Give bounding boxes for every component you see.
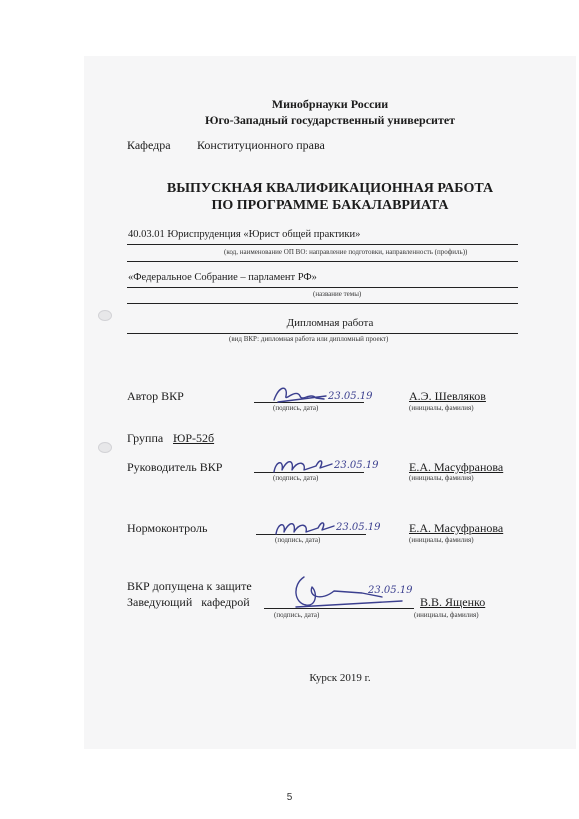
topic-underline [127, 287, 518, 288]
topic-caption: (название темы) [313, 290, 362, 298]
normcontrol-signature-date: 23.05.19 [336, 522, 381, 533]
scanned-page [84, 56, 576, 749]
author-signature-caption: (подпись, дата) [273, 404, 319, 412]
university-name: Юго-Западный государственный университет [204, 113, 456, 127]
author-label: Автор ВКР [127, 389, 184, 403]
document-title-line1: ВЫПУСКНАЯ КВАЛИФИКАЦИОННАЯ РАБОТА [166, 181, 494, 196]
group-label: Группа [127, 431, 164, 445]
group-value: ЮР-52б [173, 431, 215, 445]
department-label: Кафедра [127, 138, 171, 152]
head-name: В.В. Ященко [420, 595, 486, 609]
topic-value: «Федеральное Собрание – парламент РФ» [128, 272, 317, 283]
supervisor-label: Руководитель ВКР [127, 460, 223, 474]
head-name-caption: (инициалы, фамилия) [414, 611, 479, 619]
head-signature-icon [282, 571, 442, 613]
work-type-underline [127, 333, 518, 334]
normcontrol-label: Нормоконтроль [127, 521, 208, 535]
head-signature-caption: (подпись, дата) [274, 611, 320, 619]
program-value: 40.03.01 Юриспруденция «Юрист общей практики» [128, 229, 361, 240]
supervisor-name-caption: (инициалы, фамилия) [409, 474, 474, 482]
head-signature-date: 23.05.19 [368, 585, 413, 596]
normcontrol-signature-caption: (подпись, дата) [275, 536, 321, 544]
supervisor-signature-caption: (подпись, дата) [273, 474, 319, 482]
document-title-line2: ПО ПРОГРАММЕ БАКАЛАВРИАТА [211, 198, 449, 213]
normcontrol-name-caption: (инициалы, фамилия) [409, 536, 474, 544]
department-name: Конституционного права [197, 138, 325, 152]
author-name-caption: (инициалы, фамилия) [409, 404, 474, 412]
punch-hole-bottom [98, 442, 112, 453]
program-underline-2 [127, 261, 518, 262]
ministry-name: Минобрнауки России [271, 97, 389, 111]
page-number: 5 [286, 792, 293, 803]
topic-underline-2 [127, 303, 518, 304]
normcontrol-name: Е.А. Масуфранова [409, 521, 504, 535]
supervisor-signature-date: 23.05.19 [334, 460, 379, 471]
head-position-label: Заведующий кафедрой [127, 595, 250, 609]
city-year: Курск 2019 г. [309, 672, 371, 684]
author-name: А.Э. Шевляков [409, 389, 486, 403]
head-admission-label: ВКР допущена к защите [127, 579, 252, 593]
work-type-value: Дипломная работа [286, 317, 374, 329]
author-signature-date: 23.05.19 [328, 391, 373, 402]
supervisor-name: Е.А. Масуфранова [409, 460, 504, 474]
program-caption: (код, наименование ОП ВО: направление подготовки, направленность (профиль)) [224, 248, 468, 256]
work-type-caption: (вид ВКР: дипломная работа или дипломный проект) [229, 335, 389, 343]
program-underline [127, 244, 518, 245]
